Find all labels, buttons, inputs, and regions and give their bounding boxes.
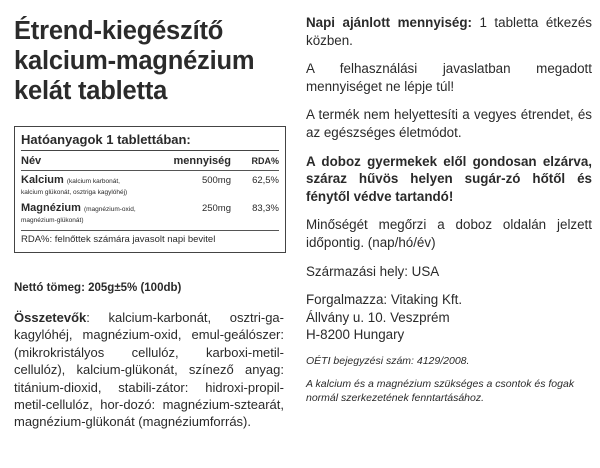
divider xyxy=(21,170,279,171)
daily-dose xyxy=(306,14,592,49)
distributor-line-1: Forgalmazza: Vitaking Kft. xyxy=(306,292,463,308)
left-column xyxy=(14,16,284,431)
distributor-line-2: Állvány u. 10. Veszprém xyxy=(306,309,450,325)
nutrient-name: Magnézium xyxy=(21,202,81,214)
col-amount: mennyiség xyxy=(173,155,231,167)
table-heading: Hatóanyagok 1 tablettában: xyxy=(21,132,191,147)
oeti-number: OÉTI bejegyzési szám: 4129/2008. xyxy=(306,354,470,367)
table-header-row xyxy=(21,154,279,168)
right-column xyxy=(306,14,592,415)
divider xyxy=(21,150,279,151)
table-row xyxy=(21,175,279,197)
nutrient-detail-2: kalcium glükonát, osztriga kagylóhéj) xyxy=(21,189,128,196)
divider xyxy=(21,230,279,231)
best-before: Minőségét megőrzi a doboz oldalán jelzett időpontig. (nap/hó/év) xyxy=(306,217,592,250)
nutrient-amount: 250mg xyxy=(201,203,231,214)
title-line-2: kalcium-magnézium xyxy=(14,47,255,75)
col-rda: RDA% xyxy=(251,156,279,166)
nutrient-detail: (magnézium-oxid, xyxy=(83,206,136,213)
title-line-3: kelát tabletta xyxy=(14,77,168,105)
ingredients-label: Összetevők xyxy=(14,310,87,325)
nutrient-detail: (kalcium karbonát, xyxy=(66,178,120,185)
daily-dose-text: 1 tabletta étkezés közben. xyxy=(306,15,592,48)
col-name: Név xyxy=(21,155,42,167)
nutrient-amount: 500mg xyxy=(201,175,231,186)
origin: Származási hely: USA xyxy=(306,263,440,279)
health-claim: A kalcium és a magnézium szükséges a csontok és fogak normál szerkezetének fenntartásához. xyxy=(306,378,575,404)
nutrient-rda: 83,3% xyxy=(252,203,279,214)
storage-warning: A doboz gyermekek elől gondosan elzárva, száraz hűvös helyen sugár-zó hőtől és fénytől védve tartandó! xyxy=(306,153,592,204)
daily-dose-label: Napi ajánlott mennyiség: xyxy=(306,15,473,30)
dose-warning: A felhasználási javaslatban megadott mennyiséget ne lépje túl! xyxy=(306,61,592,94)
product-title xyxy=(14,16,284,106)
nutrient-rda: 62,5% xyxy=(252,175,279,186)
distributor-line-3: H-8200 Hungary xyxy=(306,327,405,343)
ingredients-text: : kalcium-karbonát, osztri-ga-kagylóhéj, magnézium-oxid, emul-geálószer: (mikrokristályos cellulóz, karboxi-metil-cellulóz), kalcium-glükonát, színező anyag: titánium-dioxid, stabili-zátor: hidroxi-propil-metil-cellulóz, hor-dozó: magnézium-sztearát, magnézium-glükonát (magnéziumforrás). xyxy=(14,310,284,430)
distributor xyxy=(306,291,592,344)
nutrient-detail-2: magnézium-glükonát) xyxy=(21,217,84,224)
title-line-1: Étrend-kiegészítő xyxy=(14,17,224,45)
net-weight: Nettó tömeg: 205g±5% (100db) xyxy=(14,282,182,294)
nutrient-name: Kalcium xyxy=(21,174,64,186)
diet-notice: A termék nem helyettesíti a vegyes étrendet, és az egészséges életmódot. xyxy=(306,107,592,140)
ingredients xyxy=(14,309,284,431)
rda-footnote: RDA%: felnőttek számára javasolt napi bevitel xyxy=(21,234,216,245)
nutrition-table xyxy=(14,126,286,253)
table-row xyxy=(21,203,279,225)
